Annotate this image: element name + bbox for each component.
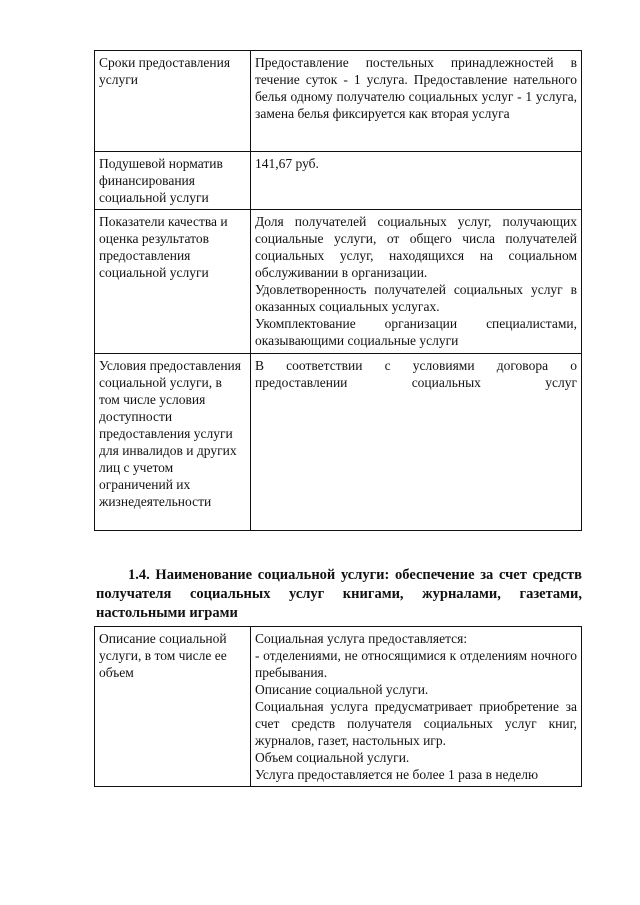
service-details-table (94, 50, 582, 531)
value-paragraph: Описание социальной услуги. (255, 682, 429, 697)
row-label: Описание социальной услуги, в том числе ее объем (95, 627, 251, 787)
table-row (95, 627, 582, 787)
table-row (95, 210, 582, 354)
row-value (251, 152, 582, 210)
service-description-table (94, 626, 582, 787)
row-value (251, 51, 582, 152)
row-label: Показатели качества и оценка результатов предоставления социальной услуги (95, 210, 251, 354)
table-row (95, 152, 582, 210)
value-paragraph: Услуга предоставляется не более 1 раза в неделю (255, 767, 539, 782)
value-paragraph: Удовлетворенность получателей социальных услуг в оказанных социальных услугах. (255, 282, 577, 314)
value-paragraph: Укомплектование организации специалистами, оказывающими социальные услуги (255, 316, 577, 348)
value-paragraph: Доля получателей социальных услуг, получающих социальные услуги, от общего числа получателей социальных услуг, находящихся на социальном обслуживании в организации. (255, 214, 577, 280)
value-paragraph: Объем социальной услуги. (255, 750, 410, 765)
row-value (251, 210, 582, 354)
row-label: Подушевой норматив финансирования социальной услуги (95, 152, 251, 210)
value-paragraph: Социальная услуга предусматривает приобретение за счет средств получателя социальных услуг книг, журналов, газет, настольных игр. (255, 699, 577, 748)
value-paragraph: Социальная услуга предоставляется: (255, 631, 468, 646)
section-heading: 1.4. Наименование социальной услуги: обеспечение за счет средств получателя социальных услуг книгами, журналами, газетами, настольными играми (96, 567, 582, 621)
row-value (251, 627, 582, 787)
value-paragraph: 141,67 руб. (255, 156, 319, 171)
value-paragraph: Предоставление постельных принадлежностей в течение суток - 1 услуга. Предоставление нательного белья одному получателю социальных услуг - 1 услуга, замена белья фиксируется как вторая услуга (255, 55, 577, 121)
value-paragraph: В соответствии с условиями договора о предоставлении социальных услуг (255, 358, 577, 390)
value-paragraph: - отделениями, не относящимися к отделениям ночного пребывания. (255, 648, 577, 680)
row-value (251, 354, 582, 531)
table-row (95, 51, 582, 152)
row-label: Сроки предоставления услуги (95, 51, 251, 152)
table-row (95, 354, 582, 531)
row-label: Условия предоставления социальной услуги, в том числе условия доступности предоставления услуги для инвалидов и других лиц с учетом ограничений их жизнедеятельности (95, 354, 251, 531)
